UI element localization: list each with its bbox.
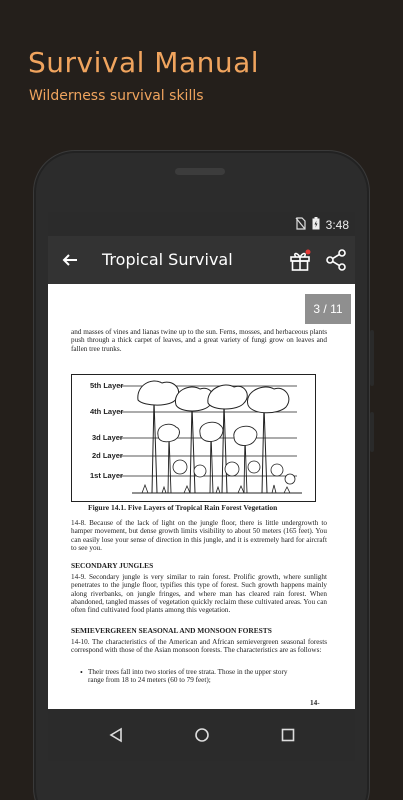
promo-subtitle: Wilderness survival skills — [29, 88, 204, 104]
battery-icon — [312, 217, 320, 233]
nav-home-button[interactable] — [190, 723, 214, 747]
home-circle-icon — [194, 727, 210, 743]
bullet-item: Their trees fall into two stories of tree strata. Those in the upper story range from 18 to 24 meters (60 to 79 feet); — [88, 668, 288, 685]
back-triangle-icon — [108, 727, 124, 743]
intro-paragraph: and masses of vines and lianas twine up to the sun. Ferns, mosses, and herbaceous plants push through a thick carpet of leaves, and a great variety of fungi grow on leaves and fallen tree trunks. — [71, 328, 327, 353]
paragraph-14-8: 14-8. Because of the lack of light on the jungle floor, there is little undergrowth to hamper movement, but dense growth limits visibility to about 50 meters (165 feet). You can easily lose your sense of direction in this jungle, and it is extremely hard for aircraft to see you. — [71, 519, 327, 552]
heading-secondary-jungles: SECONDARY JUNGLES — [71, 561, 154, 570]
navigation-bar — [48, 709, 355, 761]
heading-semievergreen: SEMIEVERGREEN SEASONAL AND MONSOON FORESTS — [71, 626, 272, 635]
document-page[interactable] — [48, 284, 355, 709]
paragraph-14-9: 14-9. Secondary jungle is very similar to rain forest. Prolific growth, where sunlight penetrates to the jungle floor, typifies this type of forest. Such growth happens mainly along riverbanks, on jungle fringes, and where man has cleared rain forest. When abandoned, tangled masses of vegetation quickly reclaim these cultivated areas. You can often find cultivated food plants among this vegetation. — [71, 573, 327, 615]
gift-icon — [288, 248, 312, 272]
phone-speaker — [175, 168, 225, 175]
no-sim-icon — [295, 217, 306, 233]
layer-label-2: 2d Layer — [92, 451, 123, 460]
nav-back-button[interactable] — [104, 723, 128, 747]
back-button[interactable] — [56, 246, 84, 274]
app-bar — [48, 236, 355, 284]
layer-label-5: 5th Layer — [90, 381, 124, 390]
share-button[interactable] — [324, 248, 348, 272]
phone-side-button — [370, 412, 374, 452]
recents-square-icon — [280, 727, 296, 743]
share-icon — [324, 248, 348, 272]
layer-label-4: 4th Layer — [90, 407, 124, 416]
nav-recents-button[interactable] — [276, 723, 300, 747]
phone-side-button — [370, 330, 374, 386]
figure-caption: Figure 14.1. Five Layers of Tropical Rain Forest Vegetation — [88, 503, 278, 512]
phone-screen — [48, 212, 355, 761]
layer-label-1: 1st Layer — [90, 471, 123, 480]
page-indicator: 3 / 11 — [305, 294, 351, 324]
arrow-left-icon — [62, 252, 78, 268]
paragraph-14-10: 14-10. The characteristics of the American and African semievergreen seasonal forests correspond with those of the Asian monsoon forests. The characteristics are as follows: — [71, 638, 327, 655]
bullet-dot: • — [80, 668, 83, 677]
page-number: 14- — [310, 699, 320, 707]
app-bar-title: Tropical Survival — [102, 250, 233, 269]
rain-forest-figure — [71, 374, 316, 502]
status-time: 3:48 — [325, 218, 349, 232]
status-bar — [48, 212, 355, 236]
layer-label-3: 3d Layer — [92, 433, 123, 442]
promo-title: Survival Manual — [28, 46, 260, 79]
gift-button[interactable] — [288, 248, 312, 272]
